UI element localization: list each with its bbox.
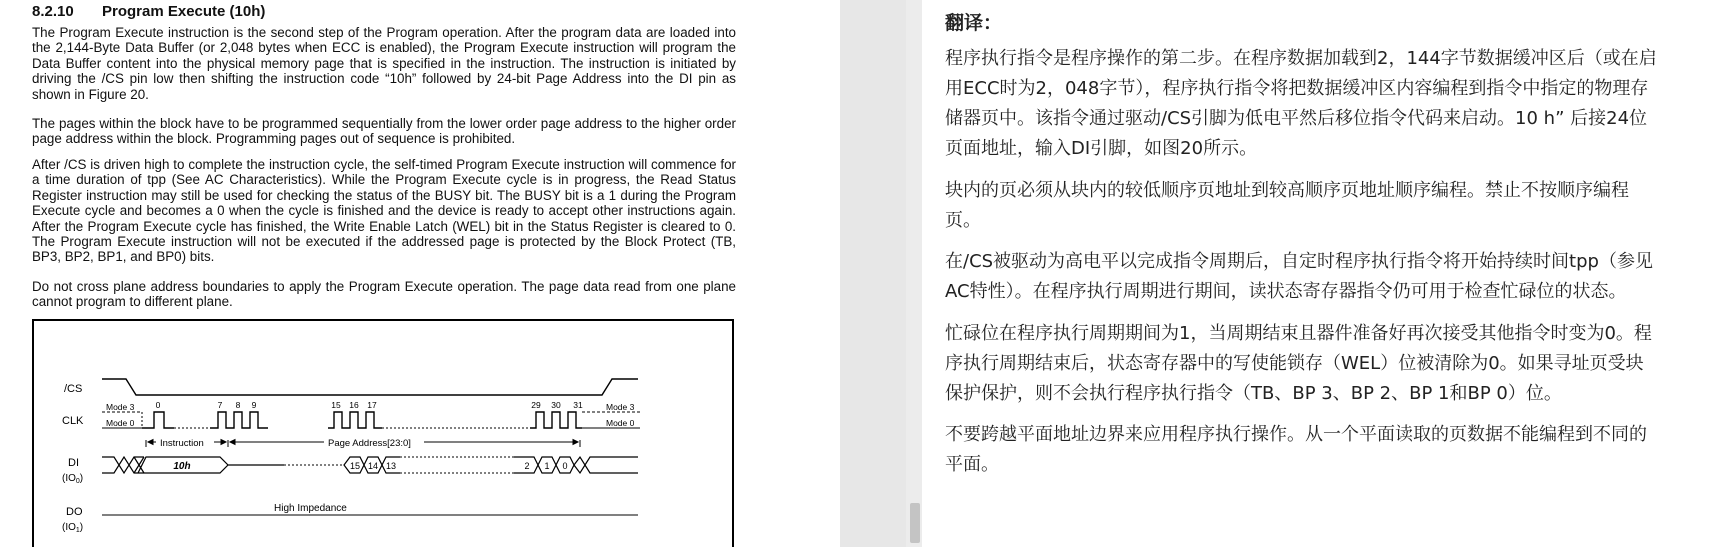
paragraph-1: The Program Execute instruction is the second step of the Program operation. After the program data are loaded into the 2,144-Byte Data Buffer (or 2,048 bytes when ECC is enabled), the Program Execute instruction will program the Data Buffer content into the physical memory page that is specified in the instruction. The instruction is initiated by driving the /CS pin low then shifting the instruction code “10h” followed by 24-bit Page Address into the DI pin as shown in Figure 20. [32, 25, 736, 102]
source-document-pane [0, 0, 840, 547]
translation-line-13: 平面。 [945, 454, 999, 475]
clk-num-29: 29 [531, 400, 541, 410]
clk-num-30: 30 [551, 400, 561, 410]
cs-label: /CS [64, 383, 83, 395]
scrollbar-thumb[interactable] [910, 503, 920, 543]
high-impedance-label: High Impedance [274, 503, 347, 514]
timing-diagram-svg [34, 321, 732, 547]
di-bit-15: 15 [349, 461, 361, 471]
section-title: Program Execute (10h) [102, 3, 266, 20]
paragraph-3: After /CS is driven high to complete the instruction cycle, the self-timed Program Execute instruction will commence for a time duration of tpp (See AC Characteristics). While the Program Execute cycle is in progress, the Read Status Register instruction may still be used for checking the status of the BUSY bit. The BUSY bit is a 1 during the Program Execute cycle and becomes a 0 when the cycle is finished and the device is ready to accept other instructions again. After the Program Execute cycle has finished, the Write Enable Latch (WEL) bit in the Status Register is cleared to 0. The Program Execute instruction will not be executed if the addressed page is protected by the Block Protect (TB, BP3, BP2, BP1, and BP0) bits. [32, 157, 736, 265]
translation-line-8: AC特性）。在程序执行周期进行期间，读状态寄存器指令仍可用于检查忙碌位的状态。 [945, 281, 1627, 302]
clk-num-8: 8 [235, 400, 241, 410]
translation-line-4: 页面地址，输入DI引脚，如图20所示。 [945, 138, 1258, 159]
section-heading [32, 3, 265, 20]
page-address-label: Page Address[23:0] [328, 438, 411, 449]
timing-diagram [32, 319, 734, 547]
mode0-left: Mode 0 [106, 418, 135, 428]
di-bit-1: 1 [544, 461, 550, 471]
mode3-right: Mode 3 [606, 402, 635, 412]
clk-num-7: 7 [217, 400, 223, 410]
di-io-label: $(IO_0)$ [62, 473, 84, 485]
translation-line-7: 在/CS被驱动为高电平以完成指令周期后，自定时程序执行指令将开始持续时间tpp（参见 [945, 251, 1653, 272]
translation-line-12: 不要跨越平面地址边界来应用程序执行操作。从一个平面读取的页数据不能编程到不同的 [945, 424, 1647, 445]
translation-line-2: 用ECC时为2，048字节），程序执行指令将把数据缓冲区内容编程到指令中指定的物理存 [945, 78, 1649, 99]
translation-line-11: 保护保护，则不会执行程序执行指令（TB、BP 3、BP 2、BP 1和BP 0）位。 [945, 383, 1562, 404]
translation-line-5: 块内的页必须从块内的较低顺序页地址到较高顺序页地址顺序编程。禁止不按顺序编程 [945, 180, 1629, 201]
pane-divider [840, 0, 913, 547]
do-io-label: $(IO_1)$ [62, 522, 84, 534]
translation-pane [922, 0, 1735, 547]
clk-num-31: 31 [573, 400, 583, 410]
di-waveform [102, 457, 284, 473]
clk-num-0: 0 [155, 400, 161, 410]
clk-num-15: 15 [331, 400, 341, 410]
di-bit-13: 13 [385, 461, 397, 471]
instruction-label: Instruction [160, 438, 204, 449]
clk-num-17: 17 [367, 400, 377, 410]
vertical-scrollbar[interactable] [906, 0, 922, 547]
translation-line-3: 储器页中。该指令通过驱动/CS引脚为低电平然后移位指令代码来启动。10 h” 后接24位 [945, 108, 1648, 129]
do-label: DO [66, 506, 83, 518]
clk-num-16: 16 [349, 400, 359, 410]
translation-line-10: 序执行周期结束后，状态寄存器中的写使能锁存（WEL）位被清除为0。如果寻址页受块 [945, 353, 1644, 374]
paragraph-4: Do not cross plane address boundaries to apply the Program Execute operation. The page data read from one plane cannot program to different plane. [32, 279, 736, 310]
clk-pulses [142, 412, 582, 428]
translation-line-1: 程序执行指令是程序操作的第二步。在程序数据加载到2，144字节数据缓冲区后（或在启 [945, 48, 1657, 69]
cs-waveform [102, 379, 638, 395]
di-opcode: 10h [173, 461, 191, 472]
di-label: DI [68, 457, 79, 469]
di-bit-0: 0 [562, 461, 568, 471]
clk-label: CLK [62, 415, 84, 427]
section-number: 8.2.10 [32, 3, 74, 20]
mode0-right: Mode 0 [606, 418, 635, 428]
di-bit-14: 14 [367, 461, 379, 471]
clk-num-9: 9 [251, 400, 257, 410]
translation-title: 翻译： [945, 12, 1003, 34]
translation-line-9: 忙碌位在程序执行周期期间为1，当周期结束且器件准备好再次接受其他指令时变为0。程 [945, 323, 1652, 344]
mode3-left: Mode 3 [106, 402, 135, 412]
translation-line-6: 页。 [945, 210, 981, 231]
paragraph-2: The pages within the block have to be programmed sequentially from the lower order page address to the higher order page address within the block. Programming pages out of sequence is prohibited. [32, 116, 736, 147]
di-bit-2: 2 [524, 461, 530, 471]
